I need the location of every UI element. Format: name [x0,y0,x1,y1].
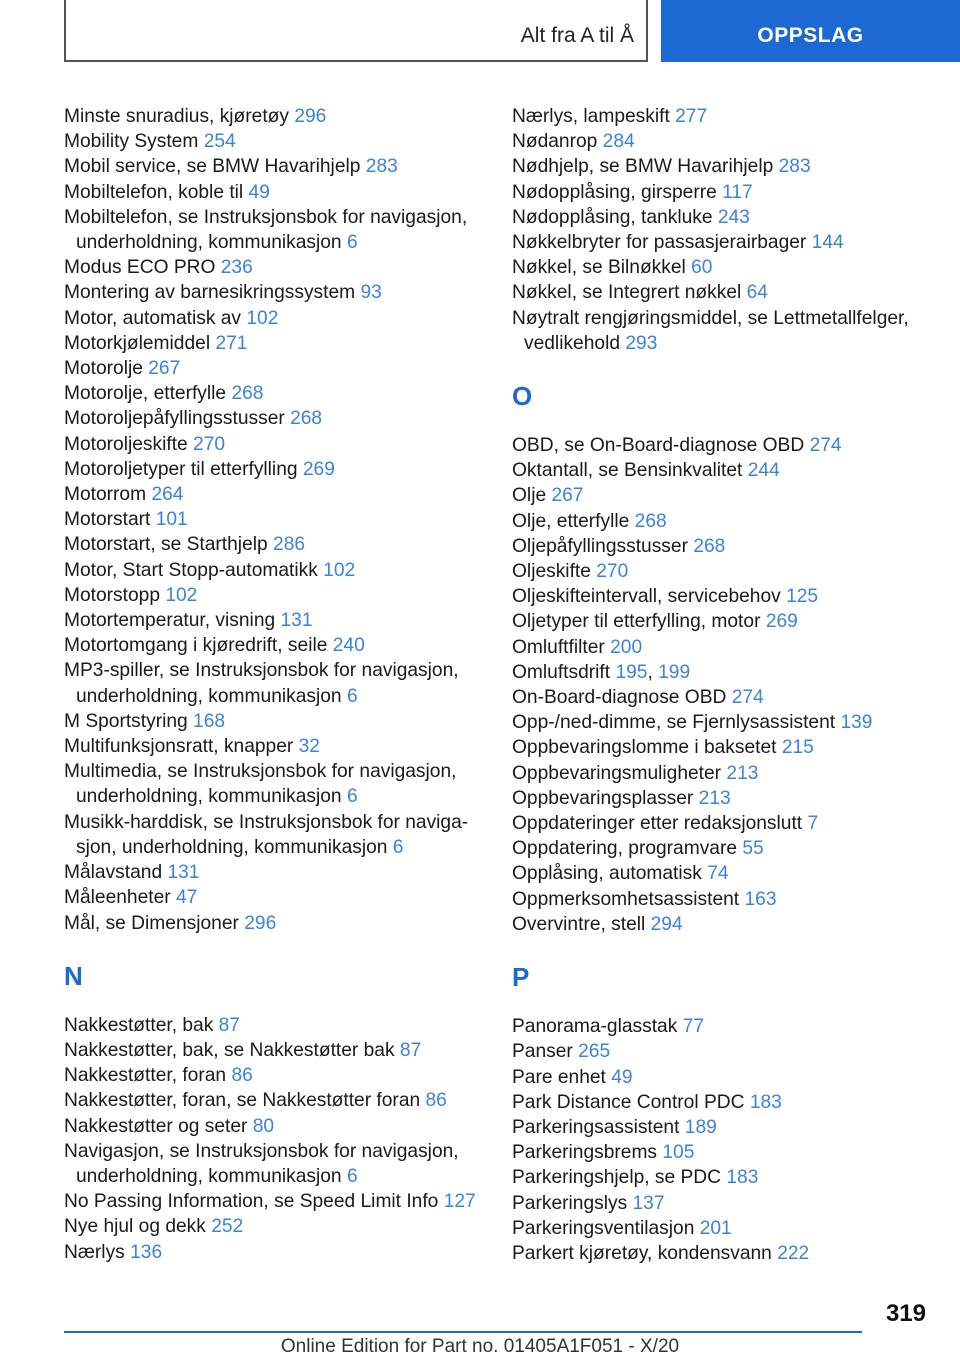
index-entry-text: Motor, Start Stopp-automatikk [64,559,318,581]
page-link[interactable]: 64 [746,282,768,304]
page-link[interactable]: 144 [811,232,844,254]
page-link[interactable]: 102 [323,559,356,581]
page-link[interactable]: 296 [294,106,327,127]
page-link[interactable]: 131 [167,862,200,884]
page-link[interactable]: 222 [777,1242,810,1264]
index-entry [512,836,932,861]
index-entry [64,633,484,658]
header-title: Alt fra A til Å [520,24,634,47]
page-link[interactable]: 86 [231,1065,253,1087]
index-entry-text: Nye hjul og dekk [64,1216,206,1238]
index-entry-text: Oppbevaringsplasser [512,787,694,809]
index-entry: Omluftsdrift 195, 199 [512,661,691,683]
page-link[interactable]: 93 [360,282,382,304]
index-entry [64,104,484,129]
index-entry-text: Nakkestøtter, bak, se Nakkestøtter bak [64,1039,395,1061]
page-link[interactable]: 201 [699,1217,732,1239]
page-link[interactable]: 294 [650,913,683,935]
index-column-right [512,104,932,1266]
index-entry-text: Oppdateringer etter redaksjonslutt [512,813,803,835]
index-entry [64,608,484,633]
index-entry-text: Motorstopp [64,584,160,606]
index-entry [64,280,484,305]
index-entry [512,1115,932,1140]
page-link[interactable]: 7 [807,813,819,835]
index-entry [64,457,484,482]
index-entry [512,458,932,483]
index-entry-text: Omluftsdrift [512,661,611,683]
page-link[interactable]: 243 [717,206,750,228]
index-entry [512,433,932,458]
index-entry [64,583,484,608]
index-entry-text: Mål, se Dimensjoner [64,912,239,934]
index-entry-text: Motoroljetyper til etterfylling [64,458,298,480]
header-title-box [64,0,648,62]
page-link[interactable]: 102 [165,584,198,606]
page-link[interactable]: 168 [193,710,226,732]
index-entry-text: Opplåsing, automatisk [512,863,702,885]
index-entry-text: Park Distance Control PDC [512,1091,745,1113]
header-section-tab[interactable] [661,0,960,62]
index-entry [512,1216,932,1241]
index-entry-text: Olje [512,485,547,507]
index-entry-text: Mobil service, se BMW Havarihjelp [64,156,361,178]
index-entry-text: Nøytralt rengjøringsmiddel, se Lettmetallfelger, vedlikehold [512,307,909,354]
page-link[interactable]: 244 [747,460,780,482]
page-link[interactable]: 189 [684,1116,717,1138]
page-link[interactable]: 269 [765,611,798,633]
index-entry [512,1165,932,1190]
index-entry [64,507,484,532]
page-link[interactable]: 55 [742,838,764,860]
index-entry-text: Parkeringsventilasjon [512,1217,695,1239]
index-entry [64,205,484,255]
page-number: 319 [885,1300,926,1327]
index-entry [64,658,484,708]
page-link[interactable]: 268 [290,408,323,430]
page-link[interactable]: 268 [231,383,264,405]
index-entry [512,887,932,912]
index-entry-text: Oljepåfyllingsstusser [512,535,688,557]
index-entry-text: Parkeringsbrems [512,1142,658,1164]
footer-divider [64,1331,862,1333]
page-link[interactable]: 163 [744,888,777,910]
index-entry-text: Panser [512,1041,573,1063]
index-entry-text: Mobiltelefon, se Instruksjonsbok for navigasjon, underholdning, kommunikasjon [64,206,468,254]
index-entry [64,1189,484,1214]
index-entry [512,180,932,205]
index-entry [512,306,932,356]
index-entry [512,483,932,508]
index-entry-text: OBD, se On-Board-diagnose OBD [512,435,805,457]
index-entry [512,280,932,305]
index-entry-text: M Sportstyring [64,710,188,732]
index-entry [64,306,484,331]
index-column-left [64,104,484,1265]
page-link[interactable]: 200 [610,636,643,658]
index-entry [64,406,484,431]
page-link[interactable]: 269 [302,458,335,480]
page-link[interactable]: 127 [443,1191,476,1213]
page-link[interactable]: 136 [130,1241,163,1263]
index-entry-text: Nødopplåsing, girsperre [512,181,717,203]
page-link[interactable]: 240 [332,635,365,657]
index-entry [64,331,484,356]
page-link[interactable]: 101 [155,509,188,531]
index-entry [64,180,484,205]
index-entry-text: Motoroljeskifte [64,433,188,455]
index-entry [512,710,932,735]
index-entry [512,1065,932,1090]
index-entry [64,709,484,734]
page-link[interactable]: 49 [611,1066,633,1088]
index-entry-text: Måleenheter [64,887,171,909]
index-entry [64,734,484,759]
page-link[interactable]: 125 [786,586,819,608]
page-link[interactable]: 270 [596,561,629,583]
index-entry [64,154,484,179]
page-link[interactable]: 236 [220,257,253,279]
index-entry [512,735,932,760]
footer-edition: Online Edition for Part no. 01405A1F051 - X/20 [280,1336,680,1357]
index-entry [64,911,484,936]
index-entry [512,205,932,230]
index-entry-text: No Passing Information, se Speed Limit Info [64,1191,439,1213]
index-entry-text: Opp-/ned-dimme, se Fjernlysassistent [512,712,836,734]
index-entry-text: Nødanrop [512,131,598,153]
index-entry [64,1240,484,1265]
index-entry-text: Nakkestøtter, bak [64,1014,214,1036]
page-link[interactable]: 117 [722,181,753,203]
page-link[interactable]: 213 [726,762,759,784]
page-link[interactable]: 267 [551,485,584,507]
page-link[interactable]: 274 [731,687,764,709]
index-entry-text: Musikk-harddisk, se Instruksjonsbok for navigasjon, underholdning, kommunikasjon [64,811,469,858]
index-entry-text: Modus ECO PRO [64,257,216,279]
index-entry-text: Motoroljepåfyllingsstusser [64,408,285,430]
index-entry-text: Multimedia, se Instruksjonsbok for navigasjon, underholdning, kommunikasjon [64,761,457,808]
page-link[interactable]: 6 [346,786,358,808]
index-entry [512,230,932,255]
index-entry-text: Omluftfilter [512,636,605,658]
index-entry-text: Parkeringshjelp, se PDC [512,1167,722,1189]
page-link[interactable]: 6 [346,685,358,707]
index-entry [64,1088,484,1113]
index-entry [64,1214,484,1239]
page-link[interactable]: 271 [215,332,248,354]
page-link[interactable]: 264 [151,484,184,506]
index-entry [512,255,932,280]
page-link[interactable]: 80 [252,1115,275,1137]
page-link[interactable]: 105 [662,1142,695,1164]
page-link[interactable]: 86 [425,1090,447,1112]
page-link[interactable]: 60 [691,257,713,279]
index-entry-text: Motorolje, etterfylle [64,383,227,405]
page-link[interactable]: 131 [280,610,313,632]
index-entry [64,810,484,860]
page-link[interactable]: 284 [602,131,635,153]
page-link[interactable]: 77 [682,1016,704,1038]
index-entry-text: Motortomgang i kjøredrift, seile [64,635,328,657]
index-entry [64,255,484,280]
index-entry-text: Motorrom [64,484,147,506]
page-link[interactable]: 283 [365,156,398,178]
index-entry-text: On-Board-diagnose OBD [512,687,727,709]
index-entry [512,786,932,811]
index-entry [512,1090,932,1115]
index-entry [64,432,484,457]
page-link[interactable]: 265 [578,1041,611,1063]
index-entry [512,1014,932,1039]
page-link[interactable]: 283 [778,156,811,178]
index-entry [64,1139,484,1189]
index-entry [64,482,484,507]
page-link[interactable]: 32 [298,736,320,758]
index-entry-text: Nakkestøtter og seter [64,1115,248,1137]
index-entry-text: Parkeringsassistent [512,1116,680,1138]
index-entry [512,685,932,710]
index-entry [64,1114,484,1139]
index-entry-text: Nærlys [64,1241,125,1263]
page-link[interactable]: 270 [193,433,226,455]
index-entry [64,1063,484,1088]
page-link[interactable]: 252 [211,1216,244,1238]
index-entry-text: Nøkkel, se Bilnøkkel [512,257,686,279]
index-entry-text: Parkeringslys [512,1192,628,1214]
header-section-label: OPPSLAG [757,24,864,47]
index-entry-text: Motortemperatur, visning [64,610,276,632]
index-entry [64,129,484,154]
index-entry-text: Minste snuradius, kjøretøy [64,106,289,127]
index-entry-text: Oppbevaringsmuligheter [512,762,722,784]
page-link[interactable]: 183 [749,1091,782,1113]
index-entry-text: Pare enhet [512,1066,606,1088]
page-link[interactable]: 6 [346,1165,358,1187]
index-entry [512,1191,932,1216]
index-entry-text: MP3-spiller, se Instruksjonsbok for navigasjon, underholdning, kommunikasjon [64,660,459,707]
index-entry-text: Motorstart, se Starthjelp [64,534,268,556]
page-link[interactable]: 277 [675,106,708,127]
index-entry [64,1013,484,1038]
index-entry-text: Motorkjølemiddel [64,332,211,354]
page-link[interactable]: 87 [399,1039,422,1061]
index-entry [512,1039,932,1064]
page-link[interactable]: 47 [176,887,198,909]
index-entry [64,860,484,885]
index-entry-text: Montering av barnesikringssystem [64,282,356,304]
index-entry [64,356,484,381]
page-link[interactable]: 274 [809,435,842,457]
page-link[interactable]: 293 [625,332,658,354]
page-link[interactable]: 139 [840,712,873,734]
index-entry-text: Oljetyper til etterfylling, motor [512,611,761,633]
index-entry [512,104,932,129]
index-entry-text: Motor, automatisk av [64,307,242,329]
page-link[interactable]: 213 [698,787,731,809]
index-entry-text: Målavstand [64,862,163,884]
index-letter-heading: P [512,962,530,993]
index-entry [512,861,932,886]
index-entry-text: Nødopplåsing, tankluke [512,206,713,228]
page-link[interactable]: 195 [615,661,648,683]
index-entry-text: Nøkkelbryter for passasjerairbager [512,232,807,254]
index-entry-text: Navigasjon, se Instruksjonsbok for navigasjon, underholdning, kommunikasjon [64,1140,459,1187]
index-entry [512,584,932,609]
index-entry [512,1140,932,1165]
index-entry-text: Mobility System [64,131,199,153]
index-entry-text: Oppmerksomhetsassistent [512,888,740,910]
index-entry-text: Nakkestøtter, foran [64,1065,227,1087]
index-entry [512,912,932,937]
index-entry [64,759,484,809]
index-entry [512,761,932,786]
index-entry-text: Overvintre, stell [512,913,646,935]
index-entry [64,885,484,910]
index-entry-text: Multifunksjonsratt, knapper [64,736,294,758]
index-entry [512,509,932,534]
page-link[interactable]: 267 [148,358,181,380]
index-entry [512,534,932,559]
index-entry-text: Olje, etterfylle [512,510,630,532]
page-link[interactable]: 87 [218,1014,240,1036]
index-entry-text: Nødhjelp, se BMW Havarihjelp [512,156,774,178]
page-link[interactable]: 268 [634,510,667,532]
index-entry-text: Nakkestøtter, foran, se Nakkestøtter foran [64,1090,421,1112]
page-link[interactable]: 296 [244,912,277,934]
index-entry-text: Oljeskifte [512,561,591,583]
index-entry [512,154,932,179]
index-entry [512,635,932,660]
page-link[interactable]: 49 [248,181,270,203]
index-entry-text: Oktantall, se Bensinkvalitet [512,460,743,482]
index-entry [512,129,932,154]
page-link[interactable]: 215 [781,737,814,759]
index-entry [64,381,484,406]
page-link[interactable]: 6 [346,232,358,254]
page-link[interactable]: 286 [273,534,306,556]
index-entry-text: Oppbevaringslomme i baksetet [512,737,777,759]
index-letter-heading: O [512,381,533,412]
index-entry-text: Mobiltelefon, koble til [64,181,244,203]
index-entry [64,1038,484,1063]
index-entry [512,559,932,584]
index-entry [512,609,932,634]
index-entry [64,532,484,557]
index-entry [64,558,484,583]
index-entry-text: Nærlys, lampeskift [512,106,670,127]
page-link[interactable]: 6 [392,836,404,858]
page-link[interactable]: 183 [726,1167,759,1189]
index-entry-text: Panorama-glasstak [512,1016,678,1038]
index-entry-text: Motorolje [64,358,143,380]
page-link[interactable]: 74 [707,863,729,885]
index-entry-text: Nøkkel, se Integrert nøkkel [512,282,742,304]
page-link[interactable]: 137 [632,1192,665,1214]
page-link[interactable]: 268 [693,535,726,557]
index-entry [512,811,932,836]
index-entry-text: Oppdatering, programvare [512,838,738,860]
index-entry [512,1241,932,1266]
index-letter-heading: N [64,960,83,991]
page-link[interactable]: 199 [658,661,691,683]
page-link[interactable]: 102 [246,307,279,329]
index-entry-text: Parkert kjøretøy, kondensvann [512,1242,772,1264]
index-entry-text: Oljeskifteintervall, servicebehov [512,586,781,608]
index-entry-text: Motorstart [64,509,151,531]
page-link[interactable]: 254 [203,131,236,153]
